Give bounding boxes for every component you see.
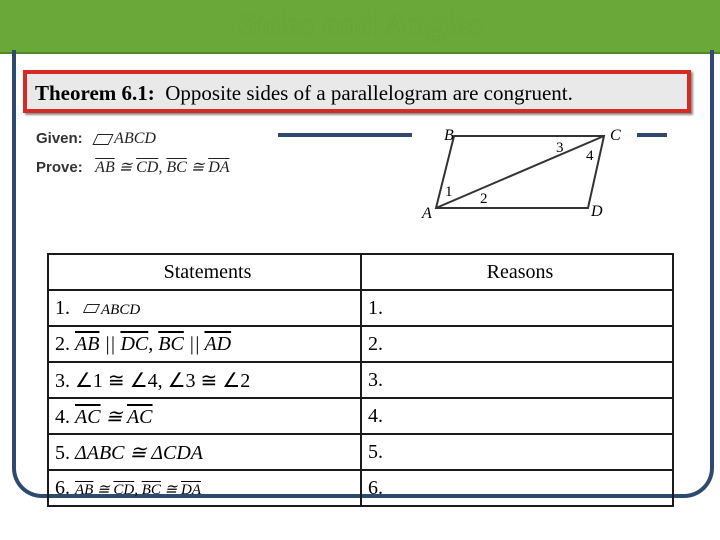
prove-label: Prove: [36, 159, 83, 176]
step-number: 2. [55, 332, 70, 355]
divider-left [278, 133, 412, 137]
prove-seg-bc: $\overline{BC}$ [166, 159, 187, 176]
vertex-b: B [444, 127, 454, 144]
segment: $\overline{AB}$ [75, 332, 100, 355]
theorem-statement [35, 81, 573, 106]
step-number: 4. [55, 405, 70, 428]
prove-line: Prove: $\overline{AB}$ ≅ $\overline{CD}$, $\overline{BC}$ ≅ $\overline{DA}$ [36, 159, 230, 176]
segment: $\overline{CD}$ [113, 481, 135, 498]
statement-cell: 2. $\overline{AB}$ || $\overline{DC}$, $\overline{BC}$ || $\overline{AD}$ [48, 326, 361, 362]
given-label: Given: [36, 130, 83, 147]
divider-right [637, 133, 667, 137]
title-bar [0, 0, 720, 54]
proof-row [48, 434, 673, 470]
step-number: 6. [55, 476, 70, 499]
statement-text: ABCD [101, 301, 141, 318]
prove-seg-ab: $\overline{AB}$ [95, 159, 115, 176]
segment: $\overline{DC}$ [120, 332, 149, 355]
step-number: 1. [55, 296, 70, 319]
reason-cell: 2. [361, 326, 673, 362]
statement-cell [48, 434, 361, 470]
angle-4: 4 [586, 148, 594, 164]
proof-row [48, 398, 673, 434]
vertex-a: A [422, 205, 432, 222]
statement-text: ΔABC ≅ ΔCDA [75, 441, 204, 464]
reason-cell: 5. [361, 434, 673, 470]
parallelogram-icon [93, 134, 114, 145]
statement-cell [48, 290, 361, 326]
statement-cell: 4. $\overline{AC}$ ≅ $\overline{AC}$ [48, 398, 361, 434]
angle-2: 2 [480, 191, 488, 207]
statement-cell: 6. $\overline{AB}$ ≅ $\overline{CD}$, $\overline{BC}$ ≅ $\overline{DA}$ [48, 470, 361, 506]
theorem-label: Theorem 6.1: [35, 81, 155, 105]
reason-cell: 3. [361, 362, 673, 398]
prove-seg-da: $\overline{DA}$ [208, 159, 230, 176]
reason-cell: 6. [361, 470, 673, 506]
reason-cell: 4. [361, 398, 673, 434]
angle-1: 1 [445, 184, 453, 200]
prove-seg-cd: $\overline{CD}$ [136, 159, 159, 176]
proof-row [48, 362, 673, 398]
theorem-box [23, 70, 691, 113]
angle-3: 3 [556, 140, 564, 156]
statements-header: Statements [48, 254, 361, 290]
segment: $\overline{AC}$ [75, 405, 101, 428]
segment: $\overline{AB}$ [75, 481, 94, 498]
given-line [36, 130, 156, 148]
segment: $\overline{DA}$ [181, 481, 201, 498]
segment: $\overline{AD}$ [204, 332, 232, 355]
statement-cell [48, 362, 361, 398]
segment: $\overline{AC}$ [126, 405, 153, 428]
segment: $\overline{BC}$ [158, 332, 184, 355]
proof-row [48, 290, 673, 326]
parallelogram-diagram [418, 122, 638, 222]
diagonal-ac [436, 136, 604, 208]
proof-row [48, 470, 673, 506]
step-number: 3. [55, 369, 70, 392]
segment: $\overline{BC}$ [141, 481, 161, 498]
proof-row [48, 326, 673, 362]
slide-title: Sides and Angles [238, 6, 482, 43]
proof-table [47, 253, 674, 507]
step-number: 5. [55, 441, 70, 464]
vertex-c: C [610, 127, 621, 144]
theorem-text: Opposite sides of a parallelogram are congruent. [165, 81, 573, 105]
reason-cell: 1. [361, 290, 673, 326]
given-value: ABCD [114, 130, 156, 147]
parallelogram-icon [83, 304, 100, 313]
reasons-header: Reasons [361, 254, 673, 290]
statement-text: ∠1 ≅ ∠4, ∠3 ≅ ∠2 [75, 369, 251, 392]
vertex-d: D [591, 203, 603, 220]
proof-header-row [48, 254, 673, 290]
